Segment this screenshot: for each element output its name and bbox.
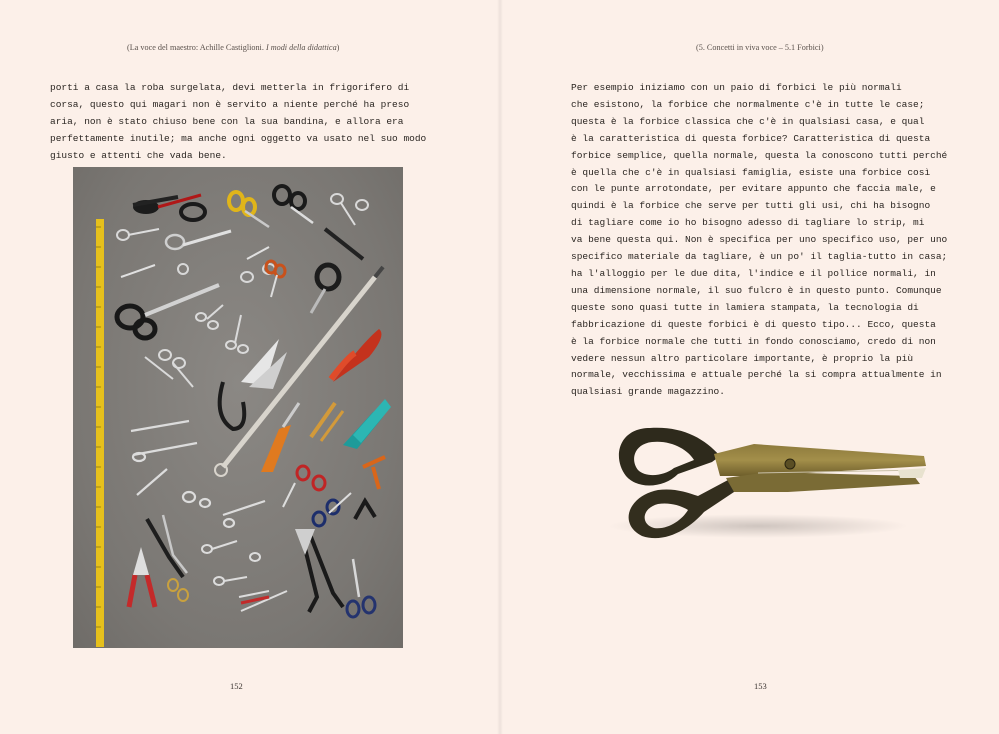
scissors-navy xyxy=(313,493,351,526)
text-line: fabbricazione di queste forbici è di questo tipo... Ecco, questa xyxy=(571,318,936,330)
running-head-right: (5. Concetti in viva voce – 5.1 Forbici) xyxy=(696,43,824,52)
text-line: specifico materiale da tagliare, è un po' il taglia-tutto in casa; xyxy=(571,251,948,263)
scissors-black-small xyxy=(274,186,313,223)
text-line: qualsiasi grande magazzino. xyxy=(571,386,725,398)
text-line: che esistono, la forbice che normalmente c'è in tutte le case; xyxy=(571,98,925,110)
pruner-red xyxy=(331,329,381,382)
text-line: perfettamente inutile; ma anche ogni oggetto va usato nel suo modo xyxy=(50,132,427,144)
tin-snips-black xyxy=(295,529,343,612)
text-line: queste sono quasi tutte in lamiera stampata, la tecnologia di xyxy=(571,301,919,313)
text-line: quindi è la forbice che serve per tutti gli usi, chi ha bisogno xyxy=(571,200,931,212)
scissors-silver-small xyxy=(331,194,368,225)
text-line: di tagliare come io ho bisogno adesso di tagliare lo strip, mi xyxy=(571,217,925,229)
scissors-collection-illustration xyxy=(73,167,403,648)
pruner-orange-small xyxy=(363,457,385,489)
scissors-blade-lower xyxy=(726,472,920,492)
text-line: una dimensione normale, il suo fulcro è in questo punto. Comunque xyxy=(571,284,942,296)
scissors-blade-tip-highlight xyxy=(898,468,926,478)
measuring-ruler xyxy=(96,219,104,647)
running-head-left: (La voce del maestro: Achille Castiglioni. I modi della didattica) xyxy=(127,43,340,52)
scissors-orange-small xyxy=(266,261,285,297)
scissors-cluster-bottom xyxy=(202,541,287,611)
text-line: è la forbice normale che tutti in fondo conosciamo, credo di non xyxy=(571,335,936,347)
shears-bent-black xyxy=(147,515,187,577)
text-line: questa è la forbice classica che c'è in qualsiasi casa, e qual xyxy=(571,115,925,127)
scissors-yellow xyxy=(229,192,269,227)
scissors-navy-long xyxy=(347,559,375,617)
scissors-handle-upper xyxy=(619,428,720,486)
snips-black xyxy=(355,501,375,519)
text-line: giusto e attenti che vada bene. xyxy=(50,149,227,161)
text-line: è la caratteristica di questa forbice? Caratteristica di questa xyxy=(571,132,931,144)
page-number-right: 153 xyxy=(754,681,767,691)
scissors-black-top xyxy=(133,195,205,220)
scissors-embroidery xyxy=(241,247,275,282)
gutter xyxy=(497,0,503,734)
scissors-collection-photo xyxy=(73,167,403,648)
text-line: vedere nessun altro particolare importante, è proprio la più xyxy=(571,352,914,364)
scissors-red-middle xyxy=(283,466,325,507)
cutter-red xyxy=(129,547,155,607)
text-line: forbice semplice, quella normale, questa la conoscono tutti perché xyxy=(571,149,948,161)
scissors-tailor-black xyxy=(117,285,219,338)
text-line: ha l'alloggio per le due dita, l'indice e il pollice normali, in xyxy=(571,267,936,279)
classic-scissors-illustration xyxy=(608,418,930,546)
page-number-left: 152 xyxy=(230,681,243,691)
scissors-black-curved xyxy=(311,265,339,313)
left-body-text xyxy=(50,80,426,165)
snips-gold xyxy=(311,403,343,441)
text-line: Per esempio iniziamo con un paio di forbici le più normali xyxy=(571,82,902,93)
text-line: aria, non è stato chiuso bene con la sua bandina, e allora era xyxy=(50,115,404,127)
knife-black xyxy=(325,229,363,259)
text-line: porti a casa la roba surgelata, devi metterla in frigorifero di xyxy=(50,82,410,93)
scissors-cluster-middle xyxy=(145,305,248,387)
scissors-small-pair xyxy=(121,264,188,277)
text-line: è quella che c'è in qualsiasi famiglia, esiste una forbice così xyxy=(571,166,931,178)
text-line: con le punte arrotondate, per evitare appunto che faccia male, e xyxy=(571,183,936,195)
scissors-gold-small xyxy=(168,579,188,601)
text-line: corsa, questo qui magari non è servito a niente perché ha preso xyxy=(50,98,410,110)
classic-scissors-photo xyxy=(608,418,930,550)
scissors-silver-left xyxy=(117,229,159,240)
pruner-teal xyxy=(343,399,391,449)
text-line: va bene questa qui. Non è specifica per uno specifico uso, per uno xyxy=(571,234,948,246)
scissors-long-silver xyxy=(166,231,231,249)
scissors-blade-upper xyxy=(714,444,926,476)
sheep-shears xyxy=(220,339,287,429)
scissors-pivot-screw xyxy=(785,459,795,469)
text-line: normale, vecchissima e attuale perché la si compra attualmente in xyxy=(571,369,942,381)
right-body-text xyxy=(571,80,947,401)
